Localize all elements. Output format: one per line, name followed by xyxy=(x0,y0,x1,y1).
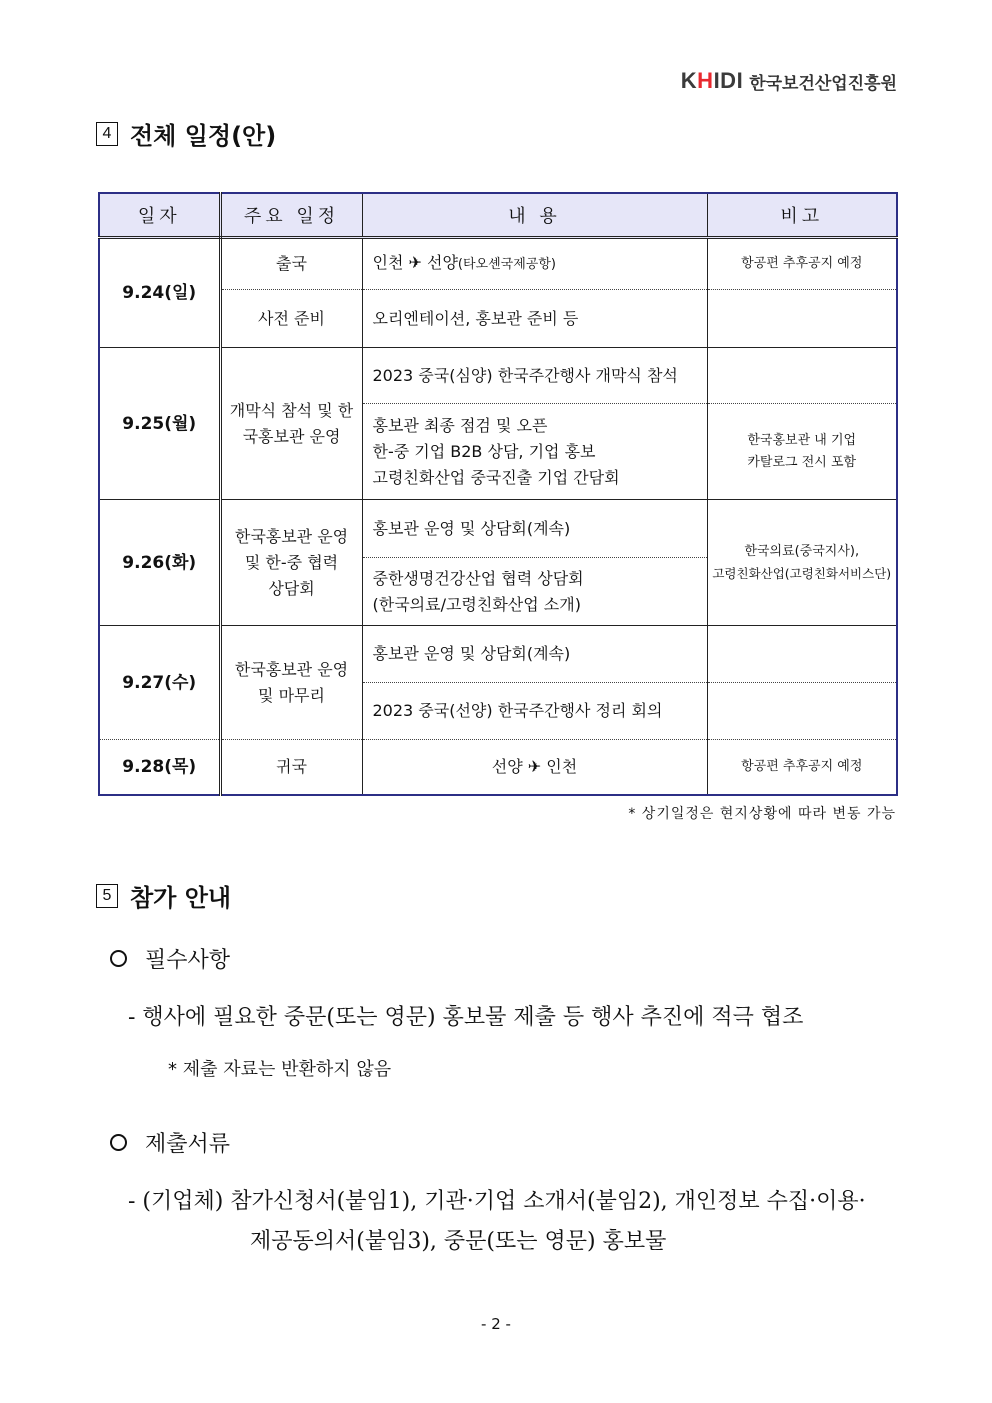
content-cell: 오리엔테이션, 홍보관 준비 등 xyxy=(362,290,707,348)
section-title: 전체 일정(안) xyxy=(130,122,277,150)
content-cell: 인천 ✈ 선양(타오셴국제공항) xyxy=(362,238,707,290)
section-4-heading xyxy=(96,116,276,151)
table-row xyxy=(99,740,897,795)
circle-bullet-icon xyxy=(110,950,127,967)
content-cell: 홍보관 운영 및 상담회(계속) xyxy=(362,626,707,683)
table-row xyxy=(99,626,897,683)
note-cell xyxy=(707,626,897,683)
table-row xyxy=(99,238,897,290)
logo-mark: KHIDI xyxy=(680,68,744,93)
documents-line-2: 제공동의서(붙임3), 중문(또는 영문) 홍보물 xyxy=(250,1229,667,1254)
required-heading xyxy=(110,943,230,974)
bullet-label: 제출서류 xyxy=(145,1132,231,1157)
date-cell: 9.24(일) xyxy=(99,238,220,348)
documents-heading xyxy=(110,1127,230,1158)
event-cell: 한국홍보관 운영 및 한-중 협력 상담회 xyxy=(220,500,362,626)
section-title: 참가 안내 xyxy=(130,884,232,912)
schedule-table xyxy=(98,192,898,796)
content-cell: 2023 중국(선양) 한국주간행사 정리 회의 xyxy=(362,683,707,740)
table-row xyxy=(99,500,897,558)
header-event: 주요 일정 xyxy=(220,193,362,238)
date-cell: 9.25(월) xyxy=(99,348,220,500)
content-cell: 2023 중국(심양) 한국주간행사 개막식 참석 xyxy=(362,348,707,404)
section-5-heading xyxy=(96,878,231,913)
header-content: 내 용 xyxy=(362,193,707,238)
note-cell xyxy=(707,348,897,404)
header-note: 비고 xyxy=(707,193,897,238)
schedule-footnote: * 상기일정은 현지상황에 따라 변동 가능 xyxy=(628,806,896,822)
logo-text: 한국보건산업진흥원 xyxy=(749,73,897,94)
date-cell: 9.26(화) xyxy=(99,500,220,626)
note-cell: 한국의료(중국지사), 고령친화산업(고령친화서비스단) xyxy=(707,500,897,626)
event-cell: 귀국 xyxy=(220,740,362,795)
event-cell: 개막식 참석 및 한국홍보관 운영 xyxy=(220,348,362,500)
content-cell: 중한생명건강산업 협력 상담회 (한국의료/고령친화산업 소개) xyxy=(362,558,707,626)
khidi-logo xyxy=(681,68,897,94)
note-cell xyxy=(707,683,897,740)
table-header-row xyxy=(99,193,897,238)
note-cell: 한국홍보관 내 기업 카탈로그 전시 포함 xyxy=(707,404,897,500)
content-cell: 홍보관 최종 점검 및 오픈 한-중 기업 B2B 상담, 기업 홍보 고령친화산업 중국진출 기업 간담회 xyxy=(362,404,707,500)
required-item: - 행사에 필요한 중문(또는 영문) 홍보물 제출 등 행사 추진에 적극 협조 xyxy=(128,1005,804,1030)
event-cell: 출국 xyxy=(220,238,362,290)
table-row xyxy=(99,348,897,404)
event-cell: 사전 준비 xyxy=(220,290,362,348)
bullet-label: 필수사항 xyxy=(145,948,231,973)
section-number-box: 5 xyxy=(96,884,118,908)
content-cell: 선양 ✈ 인천 xyxy=(362,740,707,795)
event-cell: 한국홍보관 운영 및 마무리 xyxy=(220,626,362,740)
page-number: - 2 - xyxy=(481,1315,511,1333)
note-cell: 항공편 추후공지 예정 xyxy=(707,238,897,290)
content-cell: 홍보관 운영 및 상담회(계속) xyxy=(362,500,707,558)
header-date: 일자 xyxy=(99,193,220,238)
circle-bullet-icon xyxy=(110,1134,127,1151)
section-number-box: 4 xyxy=(96,122,118,146)
date-cell: 9.28(목) xyxy=(99,740,220,795)
required-note: * 제출 자료는 반환하지 않음 xyxy=(168,1059,392,1080)
date-cell: 9.27(수) xyxy=(99,626,220,740)
note-cell: 항공편 추후공지 예정 xyxy=(741,758,863,774)
note-cell xyxy=(707,290,897,348)
documents-line-1: - (기업체) 참가신청서(붙임1), 기관·기업 소개서(붙임2), 개인정보 수집·이용· xyxy=(128,1189,866,1214)
